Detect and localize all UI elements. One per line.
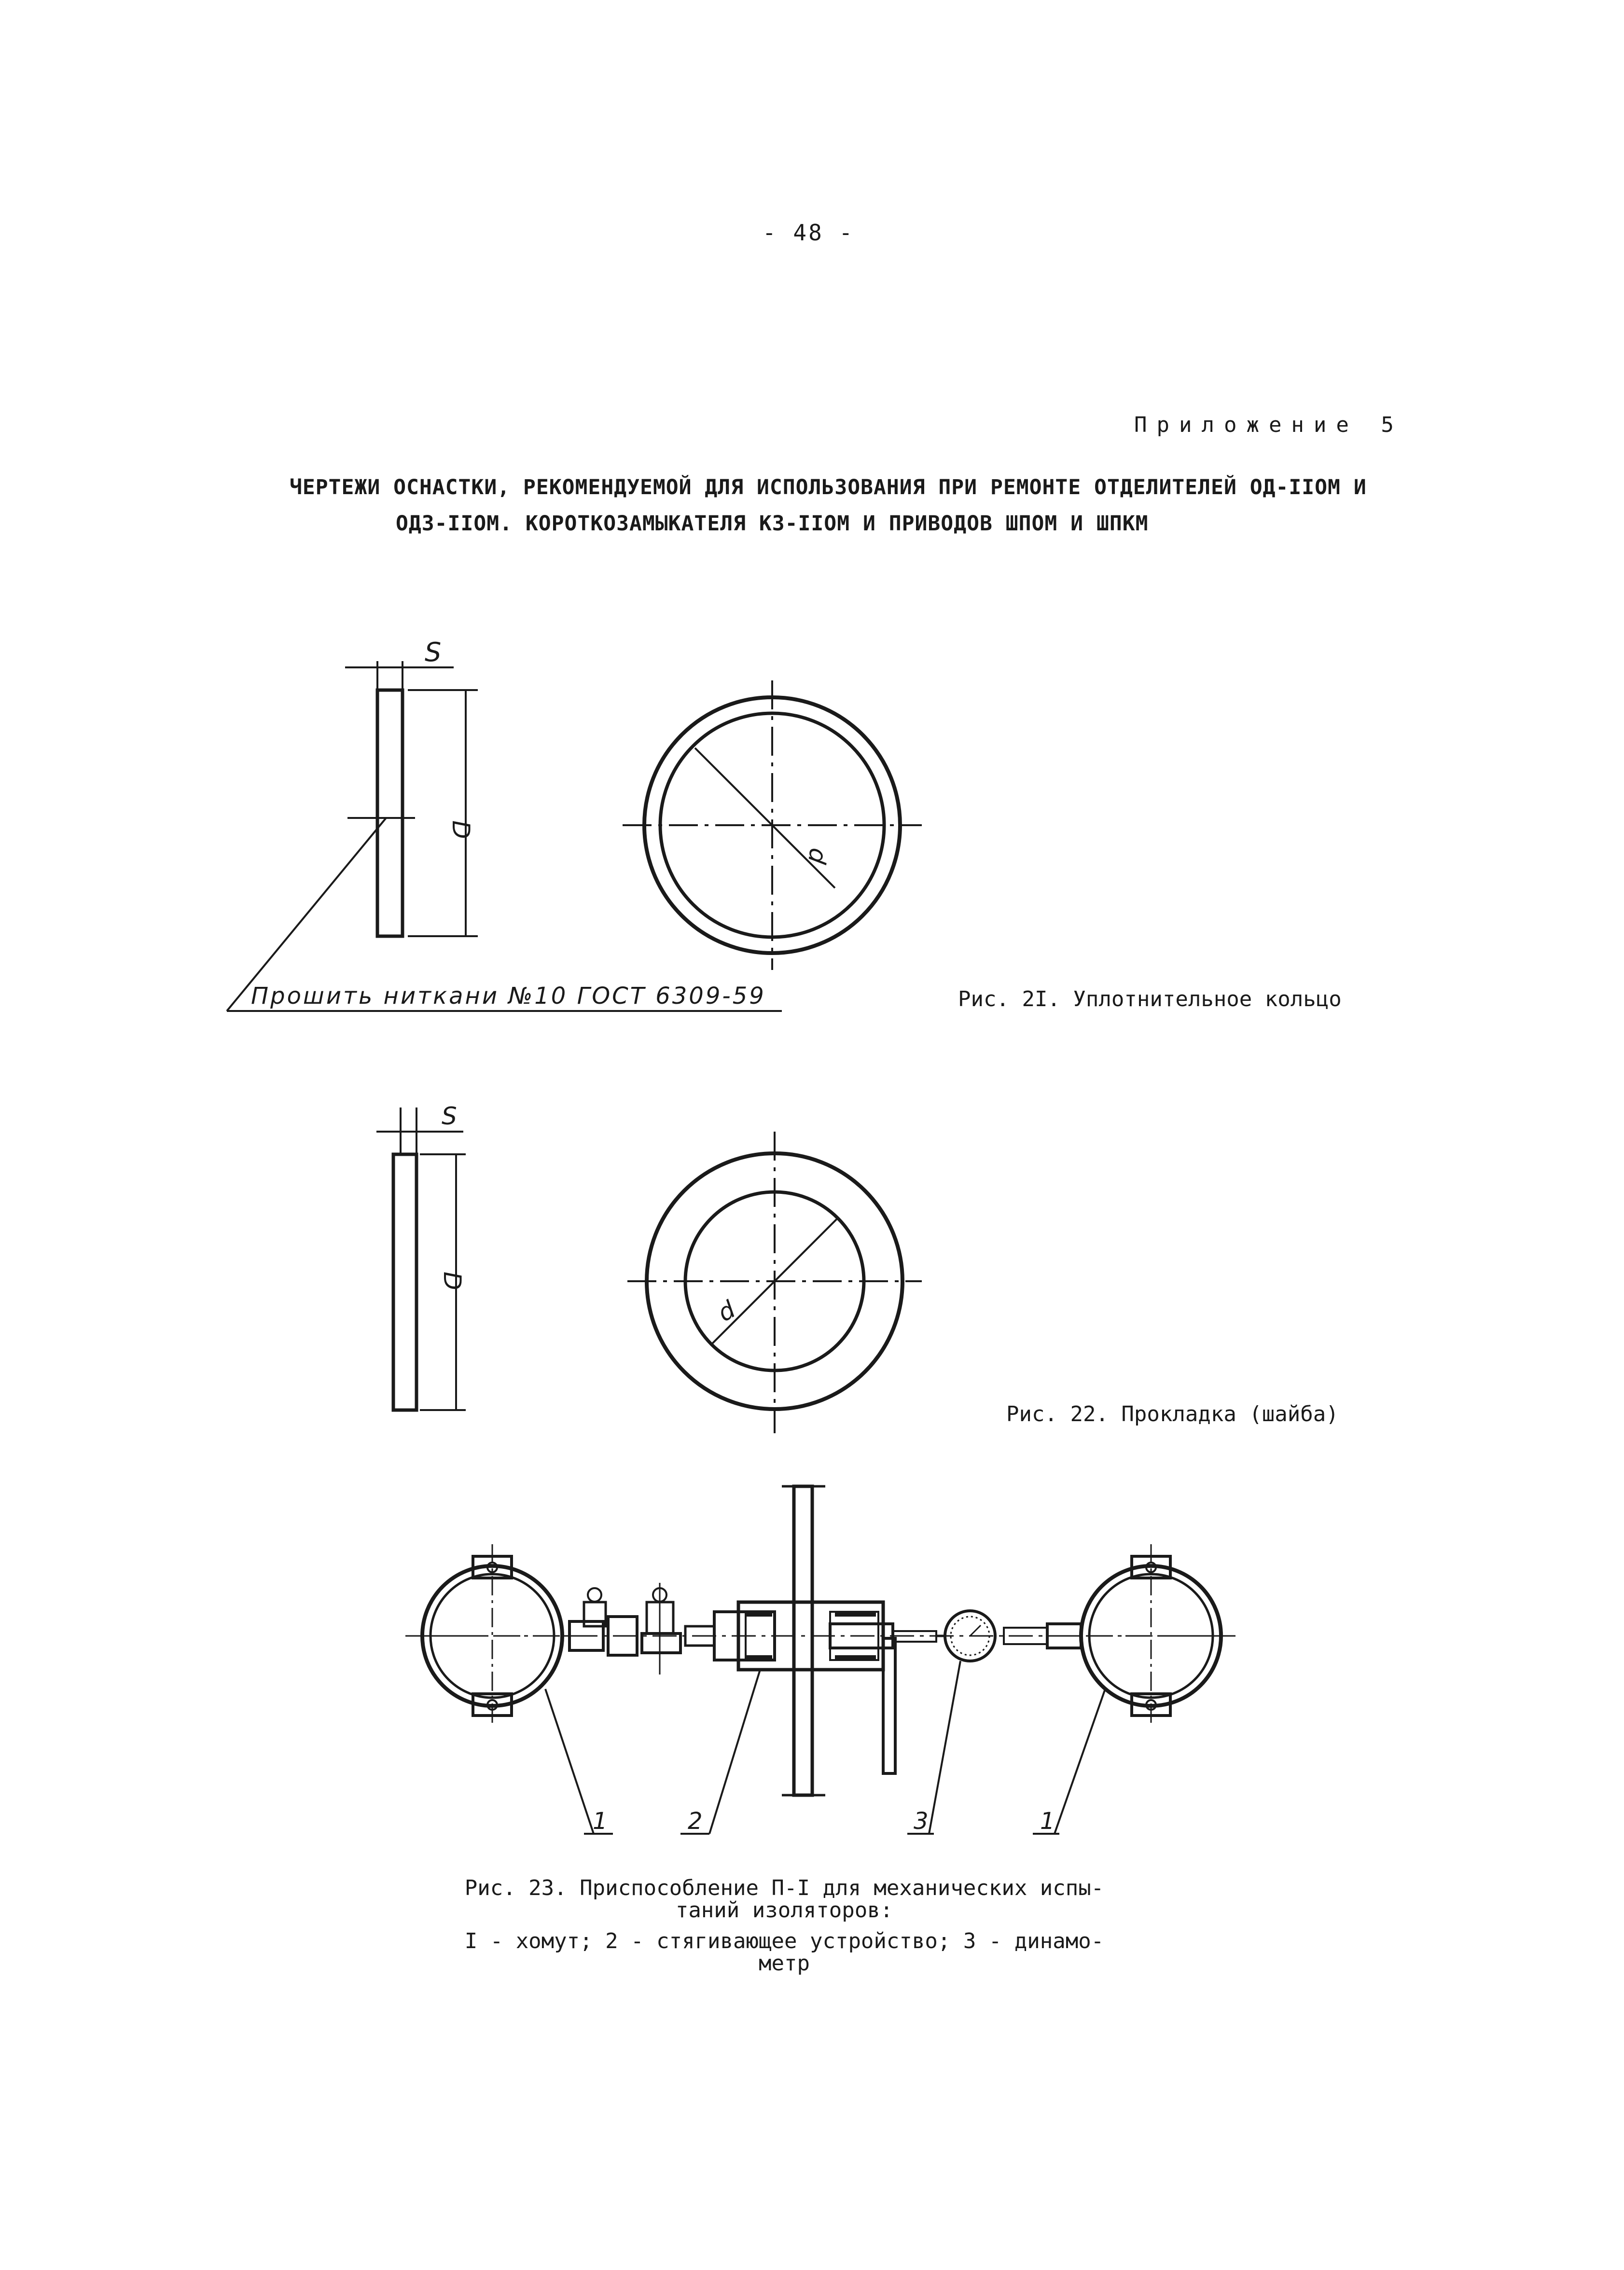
fig21-caption: Рис. 2I. Уплотнительное кольцо xyxy=(958,987,1342,1011)
fig22-D-label: D xyxy=(438,1272,466,1290)
title-line-1: ЧЕРТЕЖИ ОСНАСТКИ, РЕКОМЕНДУЕМОЙ ДЛЯ ИСПОЛЬЗОВАНИЯ ПРИ РЕМОНТЕ ОТДЕЛИТЕЛЕЙ ОД-IIОМ И xyxy=(290,475,1367,499)
fig22-front-view xyxy=(627,1132,922,1433)
title-line-2: ОДЗ-IIОМ. КОРОТКОЗАМЫКАТЕЛЯ КЗ-IIОМ И ПРИВОДОВ ШПОМ И ШПКМ xyxy=(396,512,1149,536)
fig22-d-label: d xyxy=(713,1295,740,1328)
fig21-front-view xyxy=(623,680,922,970)
fig23-caption-line-4: метр xyxy=(759,1951,810,1976)
appendix-label: Приложение 5 xyxy=(1134,413,1403,437)
fig21-s-label: S xyxy=(425,637,442,667)
fig23-caption-line-2: таний изоляторов: xyxy=(675,1898,893,1923)
fig23-caption-line-3: I - хомут; 2 - стягивающее устройство; 3 - динамо- xyxy=(464,1929,1104,1953)
fig23-caption-line-1: Рис. 23. Приспособление П-I для механических испы- xyxy=(464,1876,1104,1900)
fig21-side-view xyxy=(227,661,782,1011)
fig22-s-label: S xyxy=(442,1102,457,1130)
fig21-D-label: D xyxy=(447,820,475,839)
fig23-fixture xyxy=(405,1486,1235,1834)
fig23-callout-3: 3 xyxy=(914,1808,929,1835)
fig21-note: Прошить ниткани №10 ГОСТ 6309-59 xyxy=(251,983,766,1010)
fig21-d-label: d xyxy=(802,845,833,866)
fig22-caption: Рис. 22. Прокладка (шайба) xyxy=(1006,1402,1339,1426)
fig23-callout-1-left: 1 xyxy=(593,1808,608,1835)
fig23-callout-1-right: 1 xyxy=(1040,1808,1055,1835)
fig23-callout-2: 2 xyxy=(688,1808,703,1835)
fig22-side-view xyxy=(376,1107,466,1410)
page-number: - 48 - xyxy=(763,220,855,246)
